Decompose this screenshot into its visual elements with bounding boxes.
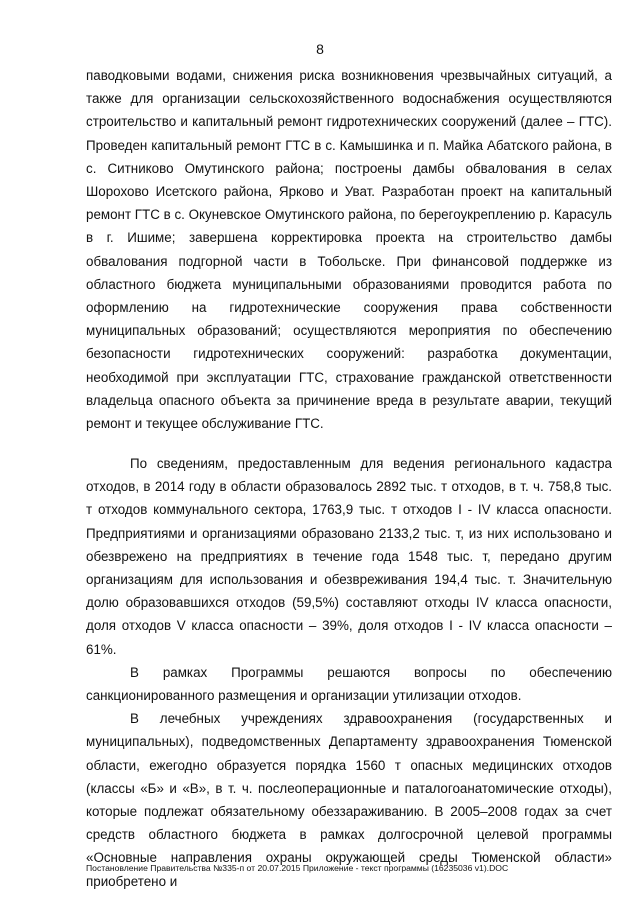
body-section-1: [86, 64, 612, 435]
document-footer: Постановление Правительства №335-п от 20.07.2015 Приложение - текст программы (16235036 v1).DOC: [86, 863, 509, 873]
body-section-2: [86, 452, 612, 893]
page-number: 8: [316, 41, 324, 57]
paragraph-waste-cadastre: По сведениям, предоставленным для ведения регионального кадастра отходов, в 2014 году в области образовалось 2892 тыс. т отходов, в т. ч. 758,8 тыс. т отходов коммунального сектора, 1763,9 тыс. т отходов I - IV класса опасности. Предприятиями и организациями образовано 2133,2 тыс. т, из них использовано и обезврежено на предприятиях в течение года 1548 тыс. т, передано другим организациям для использования и обезвреживания 194,4 тыс. т. Значительную долю образовавшихся отходов (59,5%) составляют отходы IV класса опасности, доля отходов V класса опасности – 39%, доля отходов I - IV класса опасности – 61%.: [86, 456, 612, 657]
paragraph-program-waste: В рамках Программы решаются вопросы по обеспечению санкционированного размещения и организации утилизации отходов.: [86, 664, 612, 704]
paragraph-hydro-structures: паводковыми водами, снижения риска возникновения чрезвычайных ситуаций, а также для организации сельскохозяйственного водоснабжения осуществляются строительство и капитальный ремонт гидротехнических сооружений (далее – ГТС). Проведен капитальный ремонт ГТС в с. Камышинка и п. Майка Абатского района, в с. Ситниково Омутинского района; построены дамбы обвалования в селах Шорохово Исетского района, Ярково и Уват. Разработан проект на капитальный ремонт ГТС в с. Окуневское Омутинского района, по берегоукреплению р. Карасуль в г. Ишиме; завершена корректировка проекта на строительство дамбы обвалования подгорной части в Тобольске. При финансовой поддержке из областного бюджета муниципальными образованиями проводится работа по оформлению на гидротехнические сооружения права собственности муниципальных образований; осуществляются мероприятия по обеспечению безопасности гидротехнических сооружений: разработка документации, необходимой при эксплуатации ГТС, страхование гражданской ответственности владельца опасного объекта за причинение вреда в результате аварии, текущий ремонт и текущее обслуживание ГТС.: [86, 68, 613, 432]
paragraph-medical-waste: В лечебных учреждениях здравоохранения (государственных и муниципальных), подведомственных Департаменту здравоохранения Тюменской области, ежегодно образуется порядка 1560 т опасных медицинских отходов (классы «Б» и «В», в т. ч. послеоперационные и паталогоанатомические отходы), которые подлежат обязательному обеззараживанию. В 2005–2008 годах за счет средств областного бюджета в рамках долгосрочной целевой программы «Основные направления охраны окружающей среды Тюменской области» приобретено и: [86, 711, 612, 889]
